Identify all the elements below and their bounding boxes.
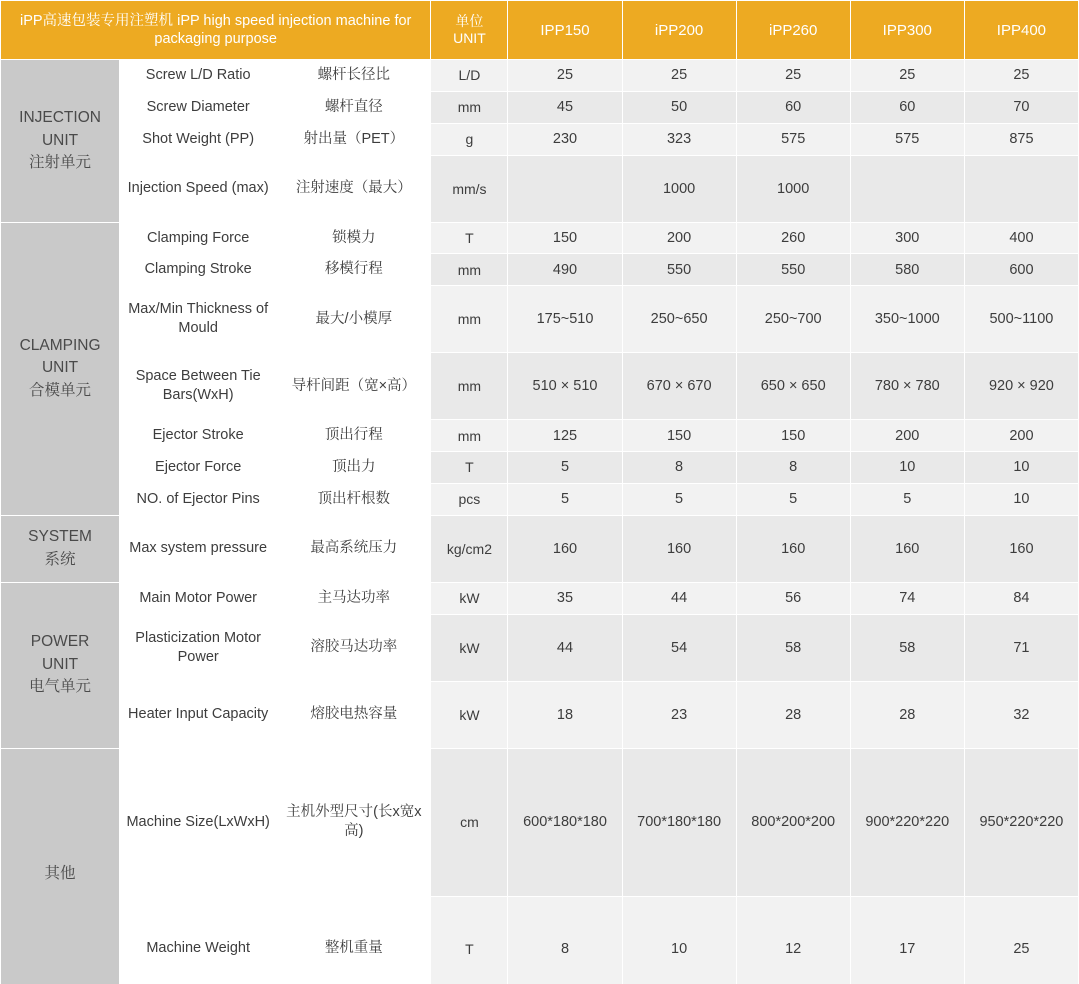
cell-value: 25 <box>964 896 1078 984</box>
cell-value: 700*180*180 <box>622 748 736 896</box>
table-row <box>1 222 1079 254</box>
cell-value <box>964 155 1078 222</box>
header-row <box>1 1 1079 60</box>
table-row <box>1 254 1079 286</box>
row-label-cn: 主马达功率 <box>277 582 431 614</box>
row-unit: T <box>431 222 508 254</box>
cell-value: 800*200*200 <box>736 748 850 896</box>
cell-value: 25 <box>964 60 1078 92</box>
cell-value: 8 <box>736 452 850 484</box>
row-label-cn: 顶出力 <box>277 452 431 484</box>
cell-value: 8 <box>508 896 622 984</box>
table-row <box>1 483 1079 515</box>
row-unit: mm <box>431 254 508 286</box>
row-label-cn: 射出量（PET） <box>277 123 431 155</box>
cell-value: 5 <box>508 452 622 484</box>
model-header-ipp150: IPP150 <box>508 1 622 60</box>
cell-value: 510 × 510 <box>508 353 622 420</box>
group-label-other <box>1 748 120 984</box>
cell-value: 400 <box>964 222 1078 254</box>
group-label-line1: SYSTEM <box>28 528 92 546</box>
cell-value: 550 <box>622 254 736 286</box>
group-label-clamping-unit <box>1 222 120 515</box>
group-label-power-unit <box>1 582 120 748</box>
cell-value: 44 <box>622 582 736 614</box>
cell-value: 10 <box>850 452 964 484</box>
row-unit: L/D <box>431 60 508 92</box>
cell-value: 950*220*220 <box>964 748 1078 896</box>
cell-value: 160 <box>850 515 964 582</box>
row-label-en: Clamping Stroke <box>120 254 277 286</box>
model-header-ipp300: IPP300 <box>850 1 964 60</box>
cell-value: 8 <box>622 452 736 484</box>
cell-value: 5 <box>622 483 736 515</box>
cell-value: 84 <box>964 582 1078 614</box>
cell-value: 260 <box>736 222 850 254</box>
row-unit: kW <box>431 681 508 748</box>
table-row <box>1 896 1079 984</box>
row-unit: mm <box>431 353 508 420</box>
table-row <box>1 353 1079 420</box>
group-label-cn: 系统 <box>44 550 76 568</box>
row-label-cn: 整机重量 <box>277 896 431 984</box>
row-label-cn: 最高系统压力 <box>277 515 431 582</box>
table-row <box>1 681 1079 748</box>
row-unit: g <box>431 123 508 155</box>
unit-header-cn: 单位 <box>455 12 484 29</box>
row-label-cn: 移模行程 <box>277 254 431 286</box>
table-body <box>1 60 1079 984</box>
cell-value: 50 <box>622 91 736 123</box>
cell-value: 32 <box>964 681 1078 748</box>
cell-value: 300 <box>850 222 964 254</box>
cell-value: 160 <box>622 515 736 582</box>
row-unit: mm <box>431 91 508 123</box>
row-label-cn: 导杆间距（宽×高） <box>277 353 431 420</box>
cell-value: 5 <box>736 483 850 515</box>
cell-value: 35 <box>508 582 622 614</box>
row-label-cn: 主机外型尺寸(长x宽x高) <box>277 748 431 896</box>
group-label-system <box>1 515 120 582</box>
group-label-cn: 注射单元 <box>29 154 92 171</box>
cell-value: 58 <box>736 614 850 681</box>
cell-value: 12 <box>736 896 850 984</box>
row-label-en: NO. of Ejector Pins <box>120 483 277 515</box>
row-label-cn: 锁模力 <box>277 222 431 254</box>
table-row <box>1 452 1079 484</box>
cell-value: 200 <box>850 420 964 452</box>
cell-value <box>508 155 622 222</box>
row-label-en: Plasticization Motor Power <box>120 614 277 681</box>
group-label-line2: UNIT <box>41 131 79 149</box>
cell-value: 150 <box>508 222 622 254</box>
table-row <box>1 123 1079 155</box>
cell-value: 54 <box>622 614 736 681</box>
cell-value: 74 <box>850 582 964 614</box>
row-label-en: Ejector Force <box>120 452 277 484</box>
group-label-line1: CLAMPING <box>19 336 101 354</box>
cell-value: 10 <box>964 452 1078 484</box>
row-label-en: Max/Min Thickness of Mould <box>120 286 277 353</box>
cell-value: 25 <box>508 60 622 92</box>
cell-value: 160 <box>508 515 622 582</box>
cell-value: 600*180*180 <box>508 748 622 896</box>
cell-value: 650 × 650 <box>736 353 850 420</box>
cell-value: 900*220*220 <box>850 748 964 896</box>
cell-value: 44 <box>508 614 622 681</box>
group-label-line1: INJECTION <box>19 109 101 127</box>
row-label-en: Screw L/D Ratio <box>120 60 277 92</box>
cell-value: 323 <box>622 123 736 155</box>
cell-value: 10 <box>622 896 736 984</box>
table-row <box>1 614 1079 681</box>
cell-value: 58 <box>850 614 964 681</box>
cell-value: 60 <box>850 91 964 123</box>
row-label-en: Max system pressure <box>120 515 277 582</box>
group-label-line2: UNIT <box>41 655 79 673</box>
cell-value: 780 × 780 <box>850 353 964 420</box>
table-row <box>1 748 1079 896</box>
cell-value: 18 <box>508 681 622 748</box>
cell-value: 250~650 <box>622 286 736 353</box>
row-label-cn: 顶出行程 <box>277 420 431 452</box>
table-header <box>1 1 1079 60</box>
group-label-line1: POWER <box>30 633 90 651</box>
cell-value: 1000 <box>736 155 850 222</box>
row-label-cn: 最大/小模厚 <box>277 286 431 353</box>
group-label-cn: 合模单元 <box>29 381 92 399</box>
table-row <box>1 60 1079 92</box>
table-title <box>1 1 431 60</box>
cell-value: 200 <box>622 222 736 254</box>
row-label-cn: 螺杆长径比 <box>277 60 431 92</box>
row-unit: mm <box>431 420 508 452</box>
table-row <box>1 420 1079 452</box>
model-header-ipp260: iPP260 <box>736 1 850 60</box>
row-label-en: Machine Weight <box>120 896 277 984</box>
cell-value: 150 <box>736 420 850 452</box>
cell-value: 175~510 <box>508 286 622 353</box>
cell-value: 490 <box>508 254 622 286</box>
group-label-line2: UNIT <box>41 359 79 377</box>
unit-column-header <box>431 1 508 60</box>
cell-value: 23 <box>622 681 736 748</box>
cell-value: 25 <box>850 60 964 92</box>
model-header-ipp400: IPP400 <box>964 1 1078 60</box>
row-label-en: Heater Input Capacity <box>120 681 277 748</box>
cell-value: 17 <box>850 896 964 984</box>
cell-value: 500~1100 <box>964 286 1078 353</box>
cell-value: 250~700 <box>736 286 850 353</box>
row-label-en: Clamping Force <box>120 222 277 254</box>
cell-value: 60 <box>736 91 850 123</box>
row-label-cn: 溶胶马达功率 <box>277 614 431 681</box>
cell-value: 5 <box>508 483 622 515</box>
table-row <box>1 91 1079 123</box>
row-label-cn: 顶出杆根数 <box>277 483 431 515</box>
row-label-cn: 熔胶电热容量 <box>277 681 431 748</box>
cell-value: 920 × 920 <box>964 353 1078 420</box>
group-label-cn: 其他 <box>44 865 76 883</box>
row-label-cn: 螺杆直径 <box>277 91 431 123</box>
row-label-en: Injection Speed (max) <box>120 155 277 222</box>
row-label-en: Space Between Tie Bars(WxH) <box>120 353 277 420</box>
cell-value: 350~1000 <box>850 286 964 353</box>
row-unit: kg/cm2 <box>431 515 508 582</box>
cell-value <box>850 155 964 222</box>
model-header-ipp200: iPP200 <box>622 1 736 60</box>
group-label-injection-unit <box>1 60 120 223</box>
table-title-en: iPP high speed injection machine for packaging purpose <box>154 12 412 47</box>
cell-value: 71 <box>964 614 1078 681</box>
row-label-en: Machine Size(LxWxH) <box>120 748 277 896</box>
table-row <box>1 155 1079 222</box>
cell-value: 28 <box>850 681 964 748</box>
cell-value: 1000 <box>622 155 736 222</box>
row-unit: cm <box>431 748 508 896</box>
cell-value: 25 <box>622 60 736 92</box>
row-unit: mm/s <box>431 155 508 222</box>
row-unit: mm <box>431 286 508 353</box>
cell-value: 28 <box>736 681 850 748</box>
group-label-cn: 电气单元 <box>29 678 92 696</box>
cell-value: 70 <box>964 91 1078 123</box>
table-row <box>1 582 1079 614</box>
cell-value: 200 <box>964 420 1078 452</box>
cell-value: 125 <box>508 420 622 452</box>
row-label-en: Shot Weight (PP) <box>120 123 277 155</box>
row-unit: T <box>431 896 508 984</box>
cell-value: 25 <box>736 60 850 92</box>
cell-value: 5 <box>850 483 964 515</box>
cell-value: 670 × 670 <box>622 353 736 420</box>
cell-value: 160 <box>736 515 850 582</box>
row-unit: T <box>431 452 508 484</box>
cell-value: 230 <box>508 123 622 155</box>
cell-value: 575 <box>850 123 964 155</box>
cell-value: 550 <box>736 254 850 286</box>
cell-value: 150 <box>622 420 736 452</box>
row-label-cn: 注射速度（最大） <box>277 155 431 222</box>
unit-header-en: UNIT <box>453 30 486 46</box>
row-label-en: Screw Diameter <box>120 91 277 123</box>
cell-value: 160 <box>964 515 1078 582</box>
table-title-cn: iPP高速包装专用注塑机 <box>19 12 174 29</box>
row-unit: kW <box>431 614 508 681</box>
row-label-en: Main Motor Power <box>120 582 277 614</box>
cell-value: 56 <box>736 582 850 614</box>
table-row <box>1 286 1079 353</box>
row-unit: pcs <box>431 483 508 515</box>
cell-value: 575 <box>736 123 850 155</box>
cell-value: 875 <box>964 123 1078 155</box>
row-unit: kW <box>431 582 508 614</box>
row-label-en: Ejector Stroke <box>120 420 277 452</box>
cell-value: 45 <box>508 91 622 123</box>
cell-value: 580 <box>850 254 964 286</box>
table-row <box>1 515 1079 582</box>
cell-value: 10 <box>964 483 1078 515</box>
cell-value: 600 <box>964 254 1078 286</box>
